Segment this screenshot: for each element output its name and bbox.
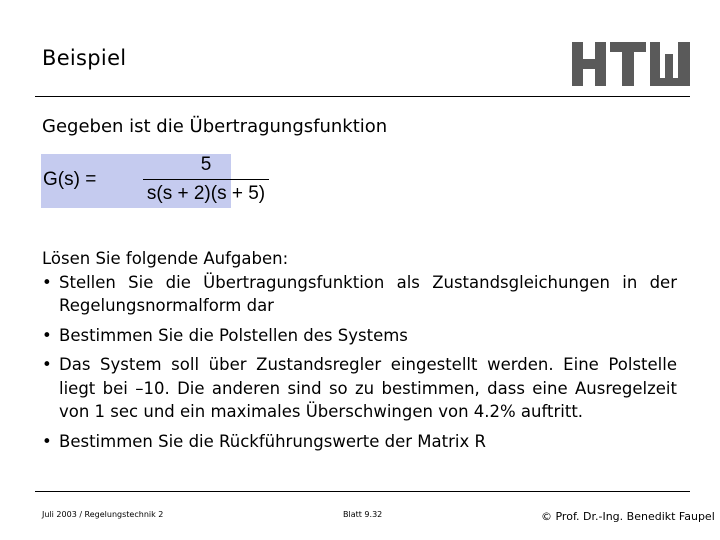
bullet-icon: • bbox=[42, 431, 52, 451]
formula-lhs: G(s) = bbox=[43, 169, 97, 190]
htw-logo bbox=[570, 40, 692, 88]
footer-course: Juli 2003 / Regelungstechnik 2 bbox=[42, 510, 164, 519]
footer-divider bbox=[35, 491, 690, 492]
bullet-icon: • bbox=[42, 355, 52, 374]
bullet-icon: • bbox=[42, 325, 52, 345]
task-section bbox=[42, 247, 677, 459]
formula-numerator: 5 bbox=[200, 154, 212, 175]
task-list bbox=[42, 271, 677, 454]
list-item bbox=[42, 324, 677, 348]
fraction-bar bbox=[143, 179, 269, 180]
formula-denominator: s(s + 2)(s + 5) bbox=[146, 183, 266, 204]
footer-author: © Prof. Dr.-Ing. Benedikt Faupel bbox=[541, 510, 715, 523]
list-item bbox=[42, 271, 677, 318]
task-text: Das System soll über Zustandsregler eingestellt werden. Eine Polstelle liegt bei –10. Die anderen sind so zu bestimmen, dass eine Ausregelzeit von 1 sec und ein maximales Überschwingen von 4.2% auftritt. bbox=[59, 355, 677, 421]
transfer-function-formula bbox=[41, 154, 266, 208]
bullet-icon: • bbox=[42, 272, 52, 292]
slide-title: Beispiel bbox=[42, 46, 127, 70]
footer-page-number: Blatt 9.32 bbox=[343, 510, 383, 519]
list-item bbox=[42, 430, 677, 454]
header-divider bbox=[35, 96, 690, 97]
task-text: Stellen Sie die Übertragungsfunktion als Zustandsgleichungen in der Regelungsnormalform dar bbox=[59, 272, 677, 315]
task-text: Bestimmen Sie die Rückführungswerte der Matrix R bbox=[59, 431, 486, 451]
intro-text: Gegeben ist die Übertragungsfunktion bbox=[42, 116, 388, 137]
task-text: Bestimmen Sie die Polstellen des Systems bbox=[59, 325, 408, 345]
task-lead: Lösen Sie folgende Aufgaben: bbox=[42, 249, 289, 268]
list-item bbox=[42, 353, 677, 424]
